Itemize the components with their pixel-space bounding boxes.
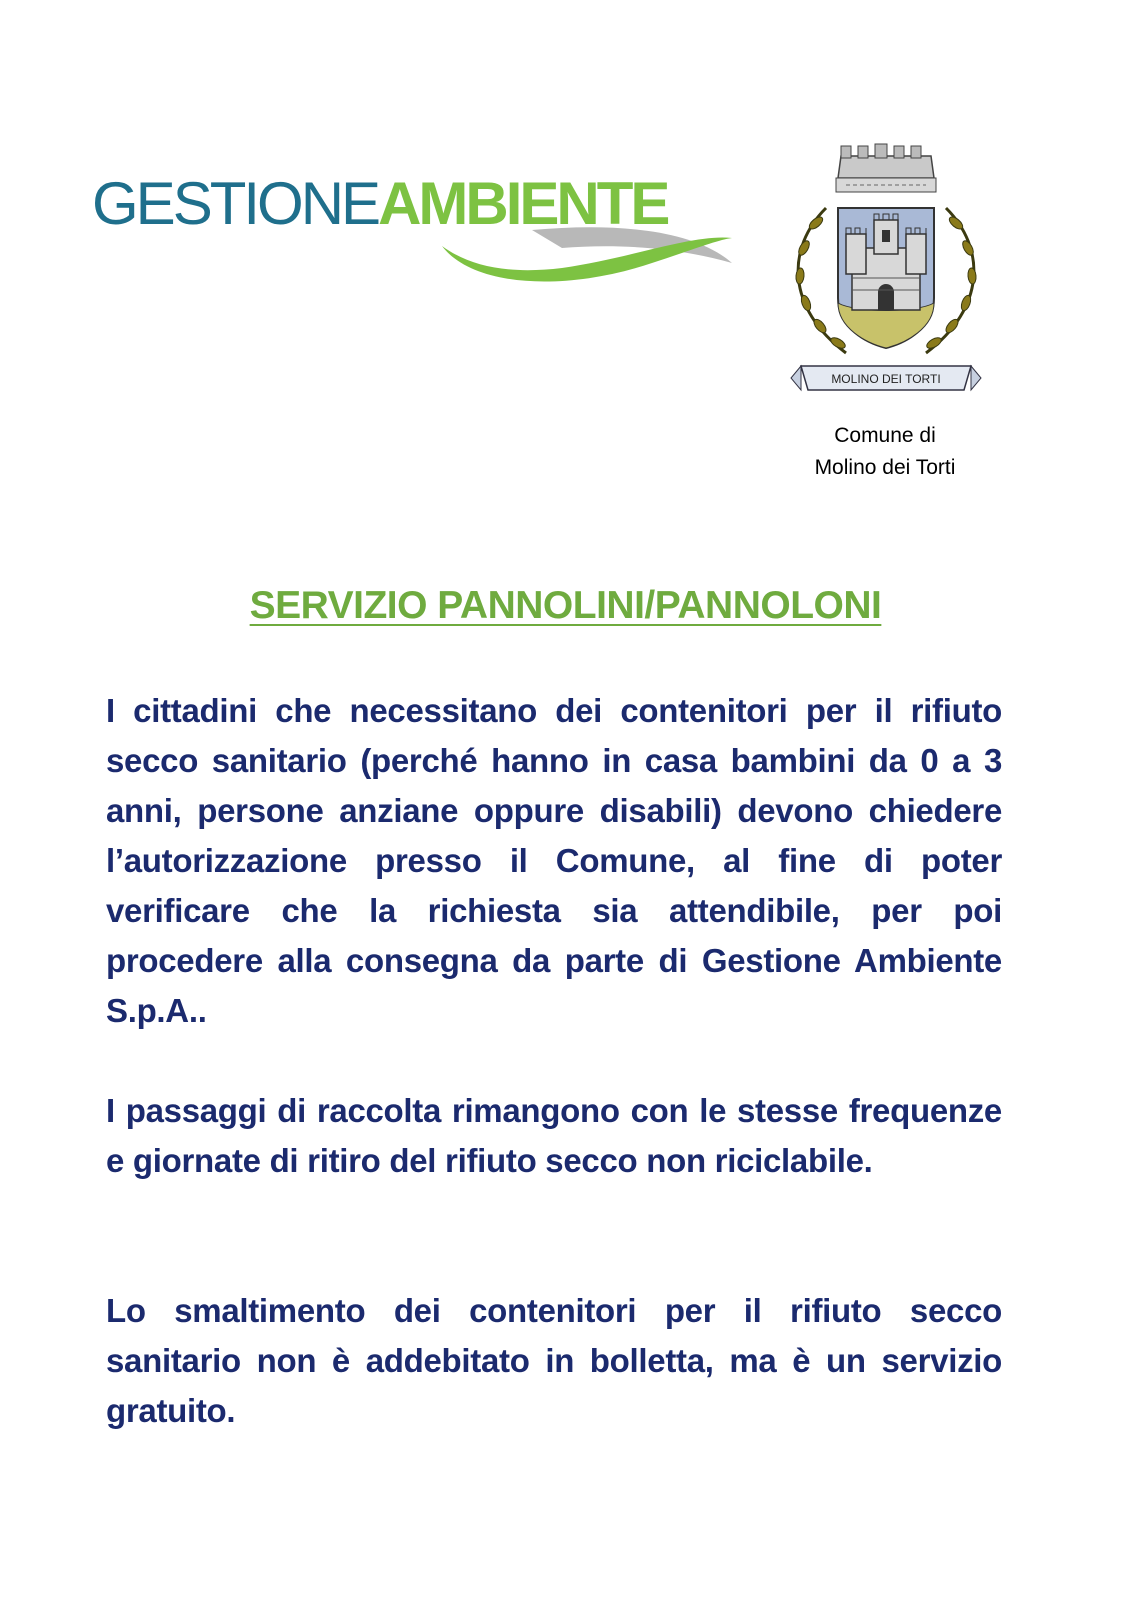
crest-banner-text: MOLINO DEI TORTI bbox=[831, 372, 941, 386]
paragraph-authorization: I cittadini che necessitano dei contenitori per il rifiuto secco sanitario (perché hanno in casa bambini da 0 a 3 anni, persone anziane oppure disabili) devono chiedere l’autorizzazione presso il Comune, al fine di poter verificare che la richiesta sia attendibile, per poi procedere alla consegna da parte di Gestione Ambiente S.p.A.. bbox=[106, 692, 1002, 1029]
logo-wordmark bbox=[92, 170, 668, 237]
comune-line-1: Comune di bbox=[834, 424, 936, 447]
page-title bbox=[0, 584, 1131, 628]
comune-caption bbox=[770, 420, 1000, 484]
crest-shield-icon bbox=[838, 208, 934, 348]
page-title-text: SERVIZIO PANNOLINI/PANNOLONI bbox=[249, 584, 882, 627]
crest-ribbon-icon bbox=[791, 366, 981, 390]
paragraph-collection: I passaggi di raccolta rimangono con le stesse frequenze e giornate di ritiro del rifiuto secco non riciclabile. bbox=[106, 1092, 1002, 1179]
logo-gestione-text: GESTIONE bbox=[92, 170, 379, 237]
comune-line-2: Molino dei Torti bbox=[814, 456, 956, 479]
crest-emblem bbox=[786, 138, 986, 413]
paragraph-free-service: Lo smaltimento dei contenitori per il rifiuto secco sanitario non è addebitato in bolletta, ma è un servizio gratuito. bbox=[106, 1292, 1002, 1429]
municipal-crest bbox=[786, 138, 986, 413]
crest-crown-icon bbox=[836, 144, 936, 192]
gestione-ambiente-logo bbox=[92, 168, 742, 298]
logo-ambiente-text: AMBIENTE bbox=[378, 170, 668, 237]
